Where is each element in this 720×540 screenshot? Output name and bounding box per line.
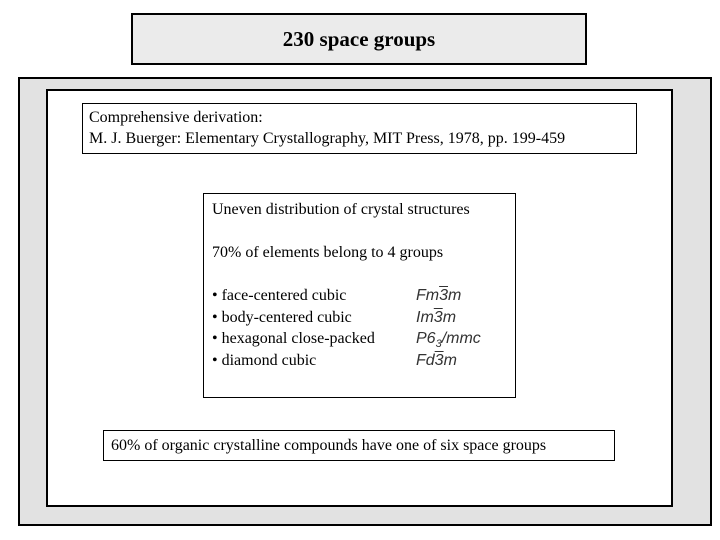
title-box — [131, 13, 587, 65]
list-item-fcc-symbol: Fm3m — [416, 287, 462, 304]
organic-note-box — [103, 430, 615, 461]
distribution-subheading: 70% of elements belong to 4 groups — [212, 244, 444, 261]
list-item-bcc-label: • body-centered cubic — [212, 309, 352, 326]
list-item-hcp-symbol: $P6_3$/mmc — [416, 330, 481, 350]
derivation-reference: M. J. Buerger: Elementary Crystallography, MIT Press, 1978, pp. 199-459 — [89, 130, 566, 147]
list-item-hcp-label: • hexagonal close-packed — [212, 330, 375, 347]
slide-title: 230 space groups — [282, 26, 436, 51]
list-item-diamond-symbol: Fd3m — [416, 352, 457, 369]
derivation-line-1: Comprehensive derivation: — [89, 109, 263, 126]
organic-note: 60% of organic crystalline compounds have one of six space groups — [111, 437, 547, 454]
list-item-fcc-label: • face-centered cubic — [212, 287, 347, 304]
distribution-box — [203, 193, 516, 398]
list-item-diamond-label: • diamond cubic — [212, 352, 317, 369]
derivation-box — [82, 103, 637, 154]
distribution-heading: Uneven distribution of crystal structures — [212, 201, 470, 218]
list-item-bcc-symbol: Im3m — [416, 309, 457, 326]
